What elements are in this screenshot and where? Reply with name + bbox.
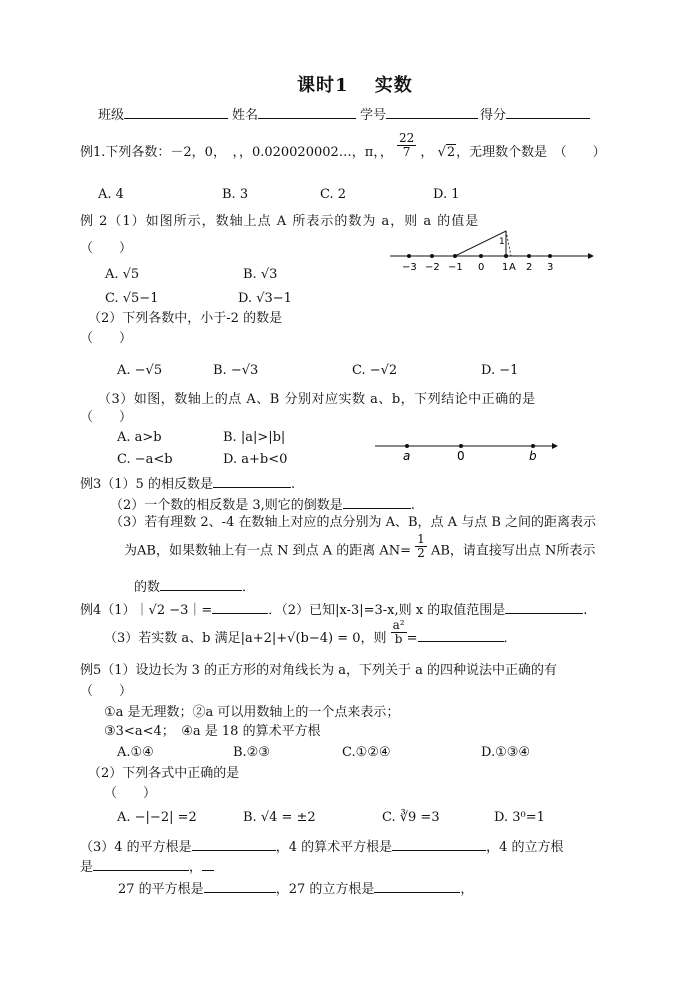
ex1-fraction [397, 132, 416, 158]
ex4-l2a-text: （3）若实数 a、b 满足|a+2|+√(b−4) = 0，则 [104, 631, 387, 646]
ex5-line-1: 例5（1）设边长为 3 的正方形的对角线长为 a，下列关于 a 的四种说法中正确的有 [80, 663, 557, 678]
ex3-l4b-text: AB，请直接写出点 N所表示 [430, 543, 596, 559]
score-label: 得分 [480, 108, 507, 123]
ex3-blank-1[interactable] [213, 474, 291, 488]
ex5-blank-5[interactable] [374, 879, 460, 893]
ex2-2-option-c: C. −√2 [352, 363, 398, 378]
ex5-statement-2: ③3<a<4； ④a 是 18 的算术平方根 [104, 724, 321, 739]
ex2-1-number-line [385, 225, 595, 275]
ex2-3-option-c: C. −a<b [117, 452, 173, 467]
ex5-2-option-a: A. −|−2| =2 [117, 810, 197, 825]
ex3-fraction [415, 533, 427, 559]
ex2-1-option-c: C. √5−1 [105, 291, 159, 306]
ex3-line-2: （2）一个数的相反数是 3,则它的倒数是 . [110, 495, 415, 512]
ex3-l5-text: 的数 [134, 580, 161, 595]
ex4-line-2: （3）若实数 a、b 满足|a+2|+√(b−4) = 0，则 $\frac{\text{a²}}{b}$ = ． [104, 618, 517, 646]
ex1-suffix: ，无理数个数是 （ ） [456, 145, 606, 160]
score-blank[interactable] [506, 105, 590, 119]
ex1-option-d: D. 1 [433, 187, 460, 202]
ex2-1-tick-m1: −1 [448, 262, 463, 273]
ex5-2-option-c: C. ∛9 =3 [382, 810, 440, 825]
ex4-frac-den: b [394, 632, 403, 646]
ex5-blank-4[interactable] [204, 879, 276, 893]
ex2-2-option-b: B. −√3 [213, 363, 259, 378]
header-info-row [98, 105, 590, 122]
name-blank[interactable] [258, 105, 356, 119]
ex1-question [80, 131, 606, 160]
ex2-3-option-d: D. a+b<0 [223, 452, 288, 467]
ex1-comma: ， [420, 145, 434, 160]
ex5-2-option-d: D. 3⁰=1 [494, 810, 545, 825]
ex2-3-label-b: b [529, 449, 537, 463]
ex2-2-question: （2）下列各数中，小于-2 的数是 [88, 311, 283, 326]
ex2-1-option-a: A. √5 [105, 267, 140, 282]
ex4-l1a-text: 例4（1）｜√2 −3｜= [80, 603, 213, 618]
ex5-l3c-text: ，4 的立方根 [486, 840, 564, 855]
ex5-blank-3b[interactable] [202, 857, 214, 871]
ex5-l3a-text: （3）4 的平方根是 [80, 840, 192, 855]
ex1-option-a: A. 4 [98, 187, 124, 202]
ex2-3-label-a: a [403, 449, 411, 463]
ex2-2-option-d: D. −1 [481, 363, 519, 378]
ex3-blank-3[interactable] [160, 577, 242, 591]
ex2-1-option-d: D. √3−1 [238, 291, 292, 306]
ex2-1-option-b: B. √3 [243, 267, 278, 282]
ex4-l1b-text: ．（2）已知|x-3|=3-x,则 x 的取值范围是 [268, 603, 506, 618]
ex2-3-number-line [372, 436, 562, 466]
ex5-l5a-text: 27 的平方根是 [118, 882, 204, 897]
ex5-paren-2: （ ） [104, 786, 157, 801]
ex3-line-1: 例3（1）5 的相反数是 . [80, 474, 295, 491]
ex5-paren-1: （ ） [80, 684, 133, 699]
ex1-sqrt-radicand: 2 [446, 145, 456, 160]
ex3-blank-2[interactable] [343, 495, 411, 509]
ex2-1-question: 例 2（1）如图所示，数轴上点 A 所表示的数为 a，则 a 的值是 [80, 214, 480, 229]
ex5-l4-text: 是 [80, 860, 94, 875]
ex2-1-point-a: A [509, 262, 516, 273]
ex5-blank-2[interactable] [392, 837, 486, 851]
ex1-frac-num: 22 [398, 131, 415, 146]
ex2-1-tri-label: 1 [499, 237, 505, 247]
ex2-2-option-a: A. −√5 [117, 363, 163, 378]
ex2-3-option-a: A. a>b [117, 430, 162, 445]
ex4-frac-num: a² [392, 618, 405, 633]
ex3-line-5: 的数 ． [134, 577, 255, 594]
id-blank[interactable] [386, 105, 478, 119]
ex4-fraction [391, 619, 407, 645]
ex1-frac-den: 7 [402, 145, 411, 159]
ex4-line-1: 例4（1）｜√2 −3｜= ．（2）已知|x-3|=3-x,则 x 的取值范围是 . [80, 600, 587, 617]
ex4-l2b-text: = [406, 631, 418, 646]
ex3-l1-text: 例3（1）5 的相反数是 [80, 477, 213, 492]
ex2-1-tick-m3: −3 [402, 262, 417, 273]
ex2-1-paren: （ ） [80, 241, 133, 256]
ex5-1-option-c: C.①②④ [342, 745, 391, 760]
id-label: 学号 [360, 108, 387, 123]
ex4-blank-2[interactable] [505, 600, 583, 614]
ex2-1-tick-3: 3 [547, 262, 554, 273]
ex4-blank-1[interactable] [212, 600, 268, 614]
ex3-l4a-text: 为AB，如果数轴上有一点 N 到点 A 的距离 AN= [124, 543, 412, 559]
ex3-line-3: （3）若有理数 2、-4 在数轴上对应的点分别为 A、B，点 A 与点 B 之间的距离表示 [110, 515, 597, 530]
ex5-line-2: （2）下列各式中正确的是 [88, 766, 240, 781]
ex2-1-tick-2: 2 [526, 262, 533, 273]
ex3-frac-den: 2 [417, 545, 425, 560]
ex4-blank-3[interactable] [418, 628, 504, 642]
ex2-3-label-0: 0 [457, 449, 465, 463]
ex3-line-4 [124, 532, 596, 560]
class-blank[interactable] [124, 105, 228, 119]
class-label: 班级 [98, 108, 125, 123]
ex5-l3b-text: ，4 的算术平方根是 [275, 840, 393, 855]
ex2-1-tick-0: 0 [478, 262, 485, 273]
ex5-statement-1: ①a 是无理数；②a 可以用数轴上的一个点来表示； [104, 705, 400, 720]
ex1-option-c: C. 2 [320, 187, 347, 202]
ex5-1-option-a: A.①④ [117, 745, 154, 760]
ex1-sqrt: √2 [437, 145, 456, 160]
ex5-line-5: 27 的平方根是 ，27 的立方根是 ， [118, 879, 473, 896]
ex5-1-option-b: B.②③ [233, 745, 270, 760]
ex2-2-paren: （ ） [80, 331, 133, 346]
ex3-l2-text: （2）一个数的相反数是 3,则它的倒数是 [110, 498, 343, 513]
ex5-2-option-b: B. √4 = ±2 [243, 810, 316, 825]
ex5-blank-3[interactable] [93, 857, 189, 871]
ex2-3-question: （3）如图，数轴上的点 A、B 分别对应实数 a、b，下列结论中正确的是 [98, 392, 536, 407]
ex2-3-option-b: B. |a|>|b| [223, 430, 286, 445]
ex2-3-paren: （ ） [80, 410, 133, 425]
ex5-line-3 [80, 837, 564, 854]
ex5-line-4: 是 ， [80, 857, 214, 874]
ex2-1-tick-1: 1 [502, 262, 509, 273]
name-label: 姓名 [232, 108, 259, 123]
ex2-1-tick-m2: −2 [425, 262, 440, 273]
ex1-prefix: 例1.下列各数：－2，0， ，，0.020020002…，π，， [80, 145, 393, 160]
ex5-1-option-d: D.①③④ [481, 745, 531, 760]
ex3-frac-num: 1 [417, 532, 425, 546]
ex1-option-b: B. 3 [222, 187, 249, 202]
ex5-l5b-text: ，27 的立方根是 [275, 882, 375, 897]
ex5-blank-1[interactable] [192, 837, 276, 851]
page-title: 课时1 实数 [297, 75, 413, 96]
